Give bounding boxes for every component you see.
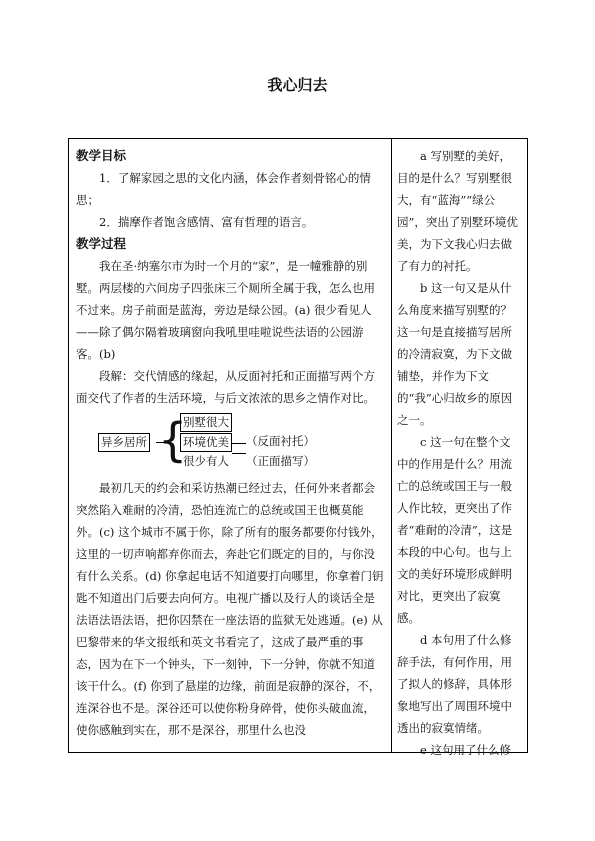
note-d: d 本句用了什么修辞手法，有何作用，用了拟人的修辞，具体形象地写出了周围环境中透出的寂寞情绪。 — [397, 633, 512, 735]
side-notes-column — [392, 139, 527, 757]
note-e: e 这句用了什么修 — [420, 743, 511, 757]
note-a: a 写别墅的美好，目的是什么？写别墅很大，有“蓝海”“绿公园”，突出了别墅环境优美，为下文我心归去做了有力的衬托。 — [397, 149, 518, 273]
note-b: b 这一句又是从什么角度来描写别墅的？这一句是直接描写居所的冷清寂寞，为下文做铺垫，并作为下文的“我”心归故乡的原因之一。 — [397, 281, 513, 427]
diagram-note-1: （反面衬托） — [246, 434, 315, 448]
diagram-line-1 — [232, 443, 246, 444]
diagram-item-1: 别墅很大 — [180, 413, 232, 432]
diagram-brace: { — [158, 413, 188, 467]
note-c: c 这一句在整个文中的作用是什么？用流亡的总统或国王与一般人作比较，更突出了作者“难耐的冷清”，这是本段的中心句。也与上文的美好环境形成鲜明对比，更突出了寂寞感。 — [397, 435, 513, 625]
diagram-item-3: 很少有人 — [183, 454, 229, 468]
process-heading: 教学过程 — [76, 236, 127, 251]
goal-1: 1．了解家园之思的文化内涵，体会作者刻骨铭心的情思； — [76, 171, 371, 207]
paragraph-2: 最初几天的约会和采访热潮已经过去，任何外来者都会突然陷入难耐的冷清，恐怕连流亡的总统或国王也概莫能外。(c) 这个城市不属于你，除了所有的服务都要你付钱外，这里的一切声响都弃你而去，奔赴它们既定的目的，与你没有什么关系。(d) 你拿起电话不知道要打向哪里，你拿着门钥匙不知道出门后要去向何方。电视广播以及行人的谈话全是法语法语法语，把你囚禁在一座法语的监狱无处逃遁。(e) 从巴黎带来的华文报纸和英文书看完了，这成了最严重的事态，因为在下一个钟头，下一刻钟，下一分钟，你就不知道该干什么。(f) 你到了悬崖的边缘，前面是寂静的深谷，不，连深谷也不是。深谷还可以使你粉身碎骨，使你头破血流，使你感触到实在，那不是深谷，那里什么也没 — [76, 481, 384, 737]
structure-diagram — [76, 413, 386, 471]
diagram-note-2: （正面描写） — [246, 454, 315, 468]
paragraph-analysis: 段解：交代情感的缘起，从反面衬托和正面描写两个方面交代了作者的生活环境，与后文浓浓的思乡之情作对比。 — [76, 369, 375, 405]
paragraph-1: 我在圣·纳塞尔市为时一个月的“家”，是一幢雅静的别墅。两层楼的六间房子四张床三个厕所全属于我，怎么也用不过来。房子前面是蓝海，旁边是绿公园。(a) 很少看见人——除了偶尔隔着玻璃窗向我吼里哇啦说些法语的公园游客。(b) — [76, 259, 375, 361]
diagram-root: 异乡居所 — [98, 433, 150, 452]
goals-heading: 教学目标 — [76, 148, 127, 163]
diagram-item-2: 环境优美 — [180, 433, 232, 452]
main-column — [69, 139, 392, 752]
diagram-line-2 — [232, 453, 246, 454]
goal-2: 2．揣摩作者饱含感情、富有哲理的语言。 — [99, 215, 314, 229]
lesson-table — [68, 138, 528, 757]
page-title: 我心归去 — [267, 76, 328, 94]
